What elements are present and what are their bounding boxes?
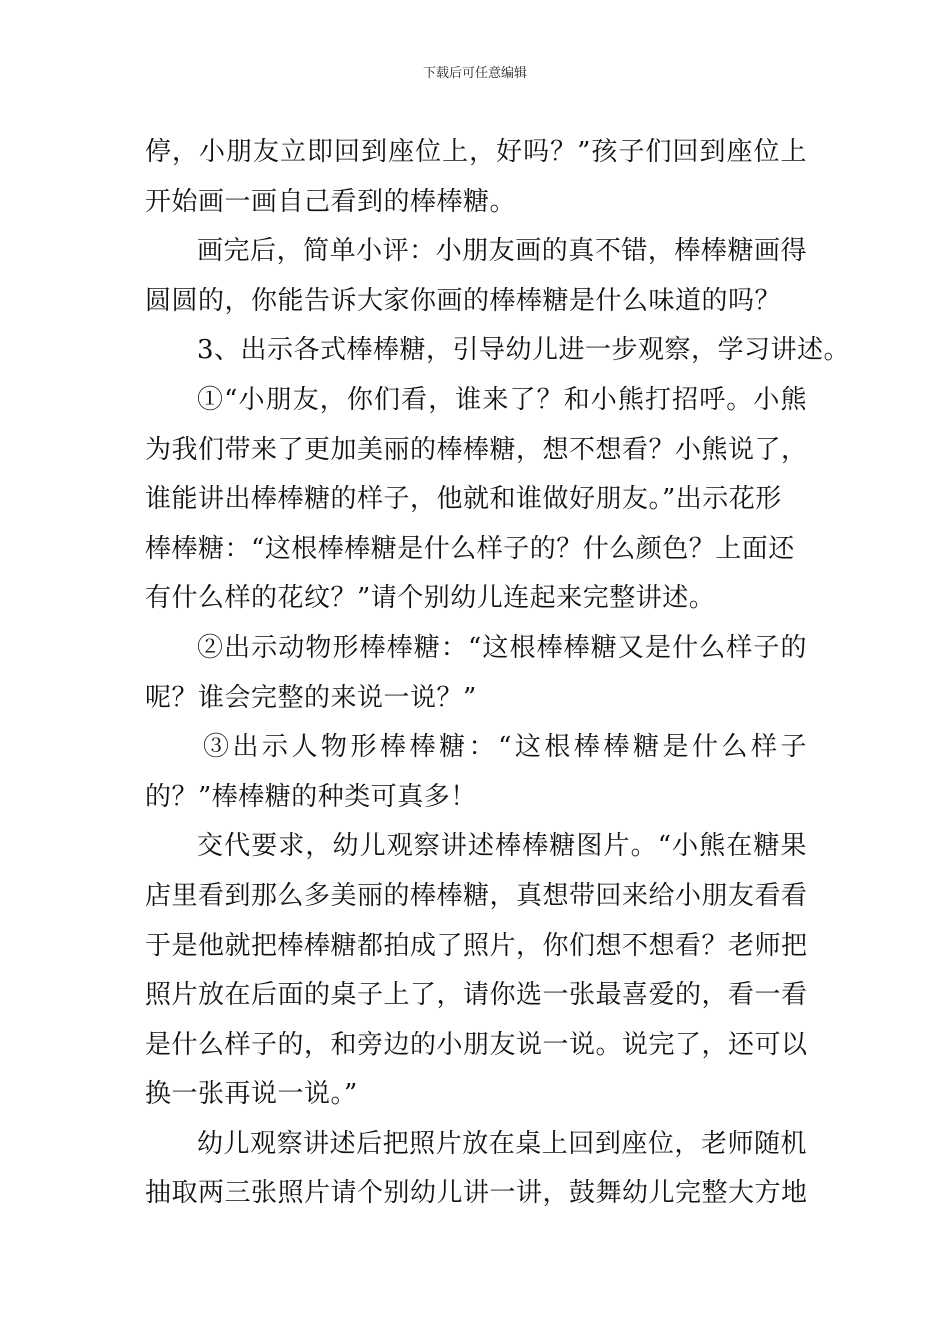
text-line: 圆圆的，你能告诉大家你画的棒棒糖是什么味道的吗？ (145, 285, 782, 316)
text-line: 换一张再说一说。” (145, 1079, 358, 1110)
text-line: 开始画一画自己看到的棒棒糖。 (145, 186, 517, 217)
text-line: ②出示动物形棒棒糖：“这根棒棒糖又是什么样子的 (197, 632, 807, 663)
text-line: 店里看到那么多美丽的棒棒糖，真想带回来给小朋友看看 (145, 880, 808, 911)
text-line: ①“小朋友，你们看，谁来了？和小熊打招呼。小熊 (197, 384, 807, 415)
text-line: ③出示人物形棒棒糖：“这根棒棒糖是什么样子 (203, 732, 807, 763)
text-line: 照片放在后面的桌子上了，请你选一张最喜爱的，看一看 (145, 980, 808, 1011)
text-line: 有什么样的花纹？”请个别幼儿连起来完整讲述。 (145, 583, 716, 614)
text-line: 画完后，简单小评：小朋友画的真不错，棒棒糖画得 (197, 236, 807, 267)
text-line: 为我们带来了更加美丽的棒棒糖，想不想看？小熊说了， (145, 434, 808, 465)
text-line: 的？”棒棒糖的种类可真多！ (145, 781, 477, 812)
text-line: 棒棒糖：“这根棒棒糖是什么样子的？什么颜色？上面还 (145, 533, 795, 564)
text-line: 是什么样子的，和旁边的小朋友说一说。说完了，还可以 (145, 1029, 808, 1060)
body-text (145, 128, 851, 1219)
text-line: 停，小朋友立即回到座位上，好吗？”孩子们回到座位上 (145, 137, 807, 167)
text-line: 呢？谁会完整的来说一说？” (145, 682, 477, 713)
text-line: 交代要求，幼儿观察讲述棒棒糖图片。“小熊在糖果 (197, 831, 807, 862)
text-line: 幼儿观察讲述后把照片放在桌上回到座位，老师随机 (197, 1128, 807, 1159)
text-line: 3、出示各式棒棒糖，引导幼儿进一步观察，学习讲述。 (197, 335, 851, 366)
text-line: 于是他就把棒棒糖都拍成了照片，你们想不想看？老师把 (145, 930, 808, 961)
page-header: 下载后可任意编辑 (422, 66, 527, 81)
text-line: 谁能讲出棒棒糖的样子，他就和谁做好朋友。”出示花形 (145, 484, 782, 515)
text-line: 抽取两三张照片请个别幼儿讲一讲，鼓舞幼儿完整大方地 (145, 1178, 808, 1209)
